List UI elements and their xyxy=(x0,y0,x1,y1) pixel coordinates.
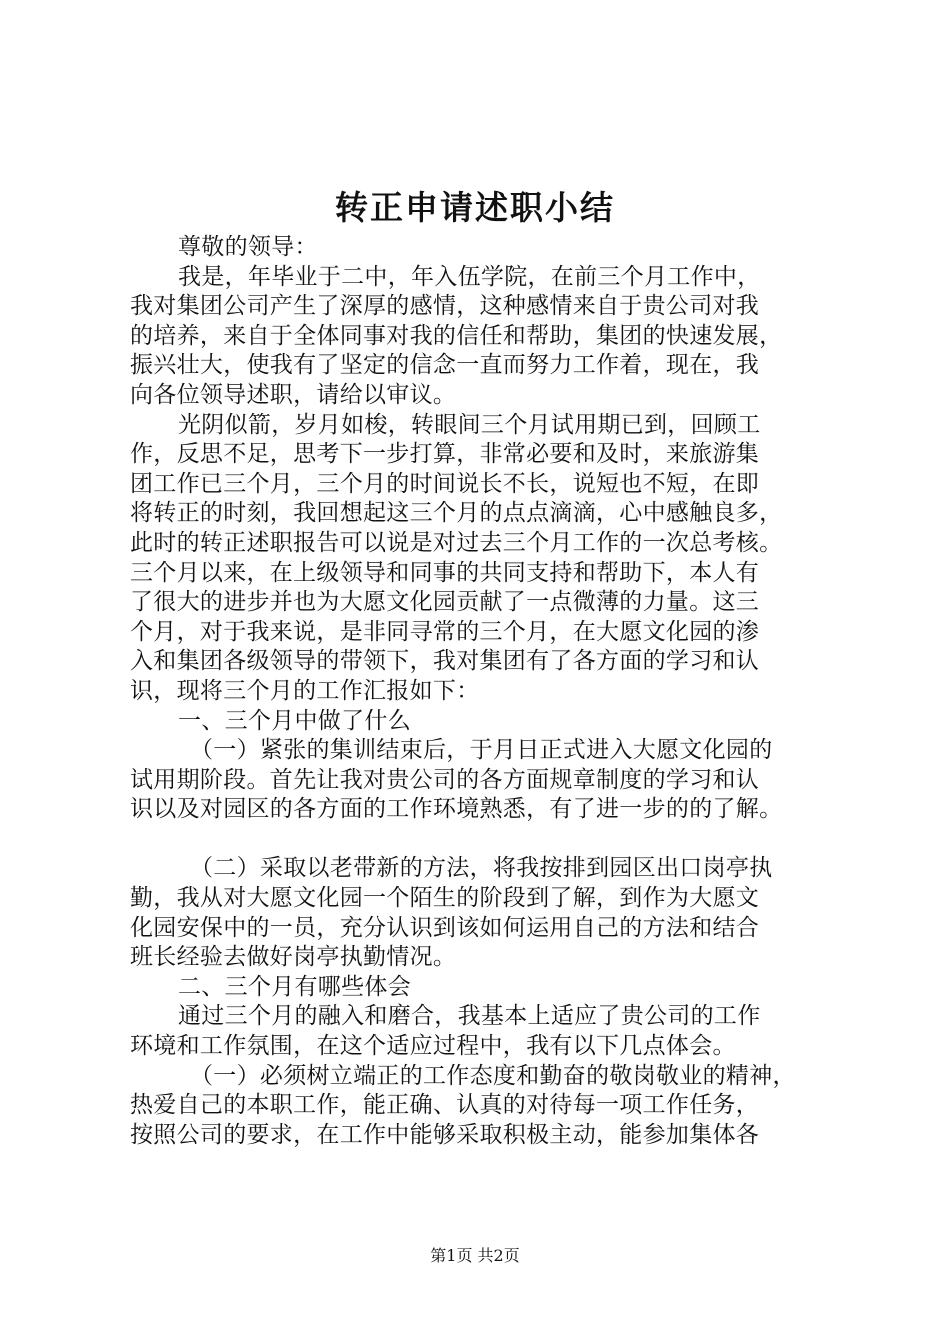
text-line: 勤，我从对大愿文化园一个陌生的阶段到了解，到作为大愿文 xyxy=(130,885,760,912)
text-line: 环境和工作氛围，在这个适应过程中，我有以下几点体会。 xyxy=(130,1033,736,1060)
text-line: 的培养，来自于全体同事对我的信任和帮助，集团的快速发展， xyxy=(130,322,783,349)
page-footer: 第1页 共2页 xyxy=(430,1246,520,1265)
text-line: 化园安保中的一员，充分认识到该如何运用自己的方法和结合 xyxy=(130,914,760,941)
blank-line xyxy=(130,825,842,855)
text-line: （一）紧张的集训结束后，于月日正式进入大愿文化园的 xyxy=(190,737,773,764)
text-line: 班长经验去做好岗亭执勤情况。 xyxy=(130,944,457,971)
text-line: 向各位领导述职，请给以审议。 xyxy=(130,381,457,408)
text-line: 此时的转正述职报告可以说是对过去三个月工作的一次总考核。 xyxy=(130,529,783,556)
text-line: 尊敬的领导： xyxy=(178,234,318,260)
text-line: 试用期阶段。首先让我对贵公司的各方面规章制度的学习和认 xyxy=(130,766,760,793)
text-line: （一）必须树立端正的工作态度和勤奋的敬岗敬业的精神， xyxy=(190,1062,796,1089)
document-body xyxy=(130,233,842,1150)
text-line: 个月，对于我来说，是非同寻常的三个月，在大愿文化园的渗 xyxy=(130,618,760,645)
text-line: 作，反思不足，思考下一步打算，非常必要和及时，来旅游集 xyxy=(130,441,760,468)
text-line: 团工作已三个月，三个月的时间说长不长，说短也不短，在即 xyxy=(130,470,760,497)
text-line: 了很大的进步并也为大愿文化园贡献了一点微薄的力量。这三 xyxy=(130,589,760,616)
text-line: （二）采取以老带新的方法，将我按排到园区出口岗亭执 xyxy=(190,855,773,882)
text-line: 一、三个月中做了什么 xyxy=(178,707,411,734)
text-line: 识，现将三个月的工作汇报如下： xyxy=(130,677,480,704)
text-line: 我是，年毕业于二中，年入伍学院，在前三个月工作中， xyxy=(178,263,761,290)
text-line: 识以及对园区的各方面的工作环境熟悉，有了进一步的的了解。 xyxy=(130,796,783,823)
text-line: 通过三个月的融入和磨合，我基本上适应了贵公司的工作 xyxy=(178,1003,761,1030)
text-line: 振兴壮大，使我有了坚定的信念一直而努力工作着，现在，我 xyxy=(130,352,760,379)
document-title: 转正申请述职小结 xyxy=(335,188,615,227)
text-line: 二、三个月有哪些体会 xyxy=(178,973,411,1000)
text-line: 我对集团公司产生了深厚的感情，这种感情来自于贵公司对我 xyxy=(130,293,760,320)
text-line: 按照公司的要求，在工作中能够采取积极主动，能参加集体各 xyxy=(130,1121,760,1148)
text-line: 入和集团各级领导的带领下，我对集团有了各方面的学习和认 xyxy=(130,648,760,675)
text-line: 热爱自己的本职工作，能正确、认真的对待每一项工作任务， xyxy=(130,1092,760,1119)
text-line: 光阴似箭，岁月如梭，转眼间三个月试用期已到，回顾工 xyxy=(178,411,761,438)
text-line: 将转正的时刻，我回想起这三个月的点点滴滴，心中感触良多， xyxy=(130,500,783,527)
text-line: 三个月以来，在上级领导和同事的共同支持和帮助下，本人有 xyxy=(130,559,760,586)
